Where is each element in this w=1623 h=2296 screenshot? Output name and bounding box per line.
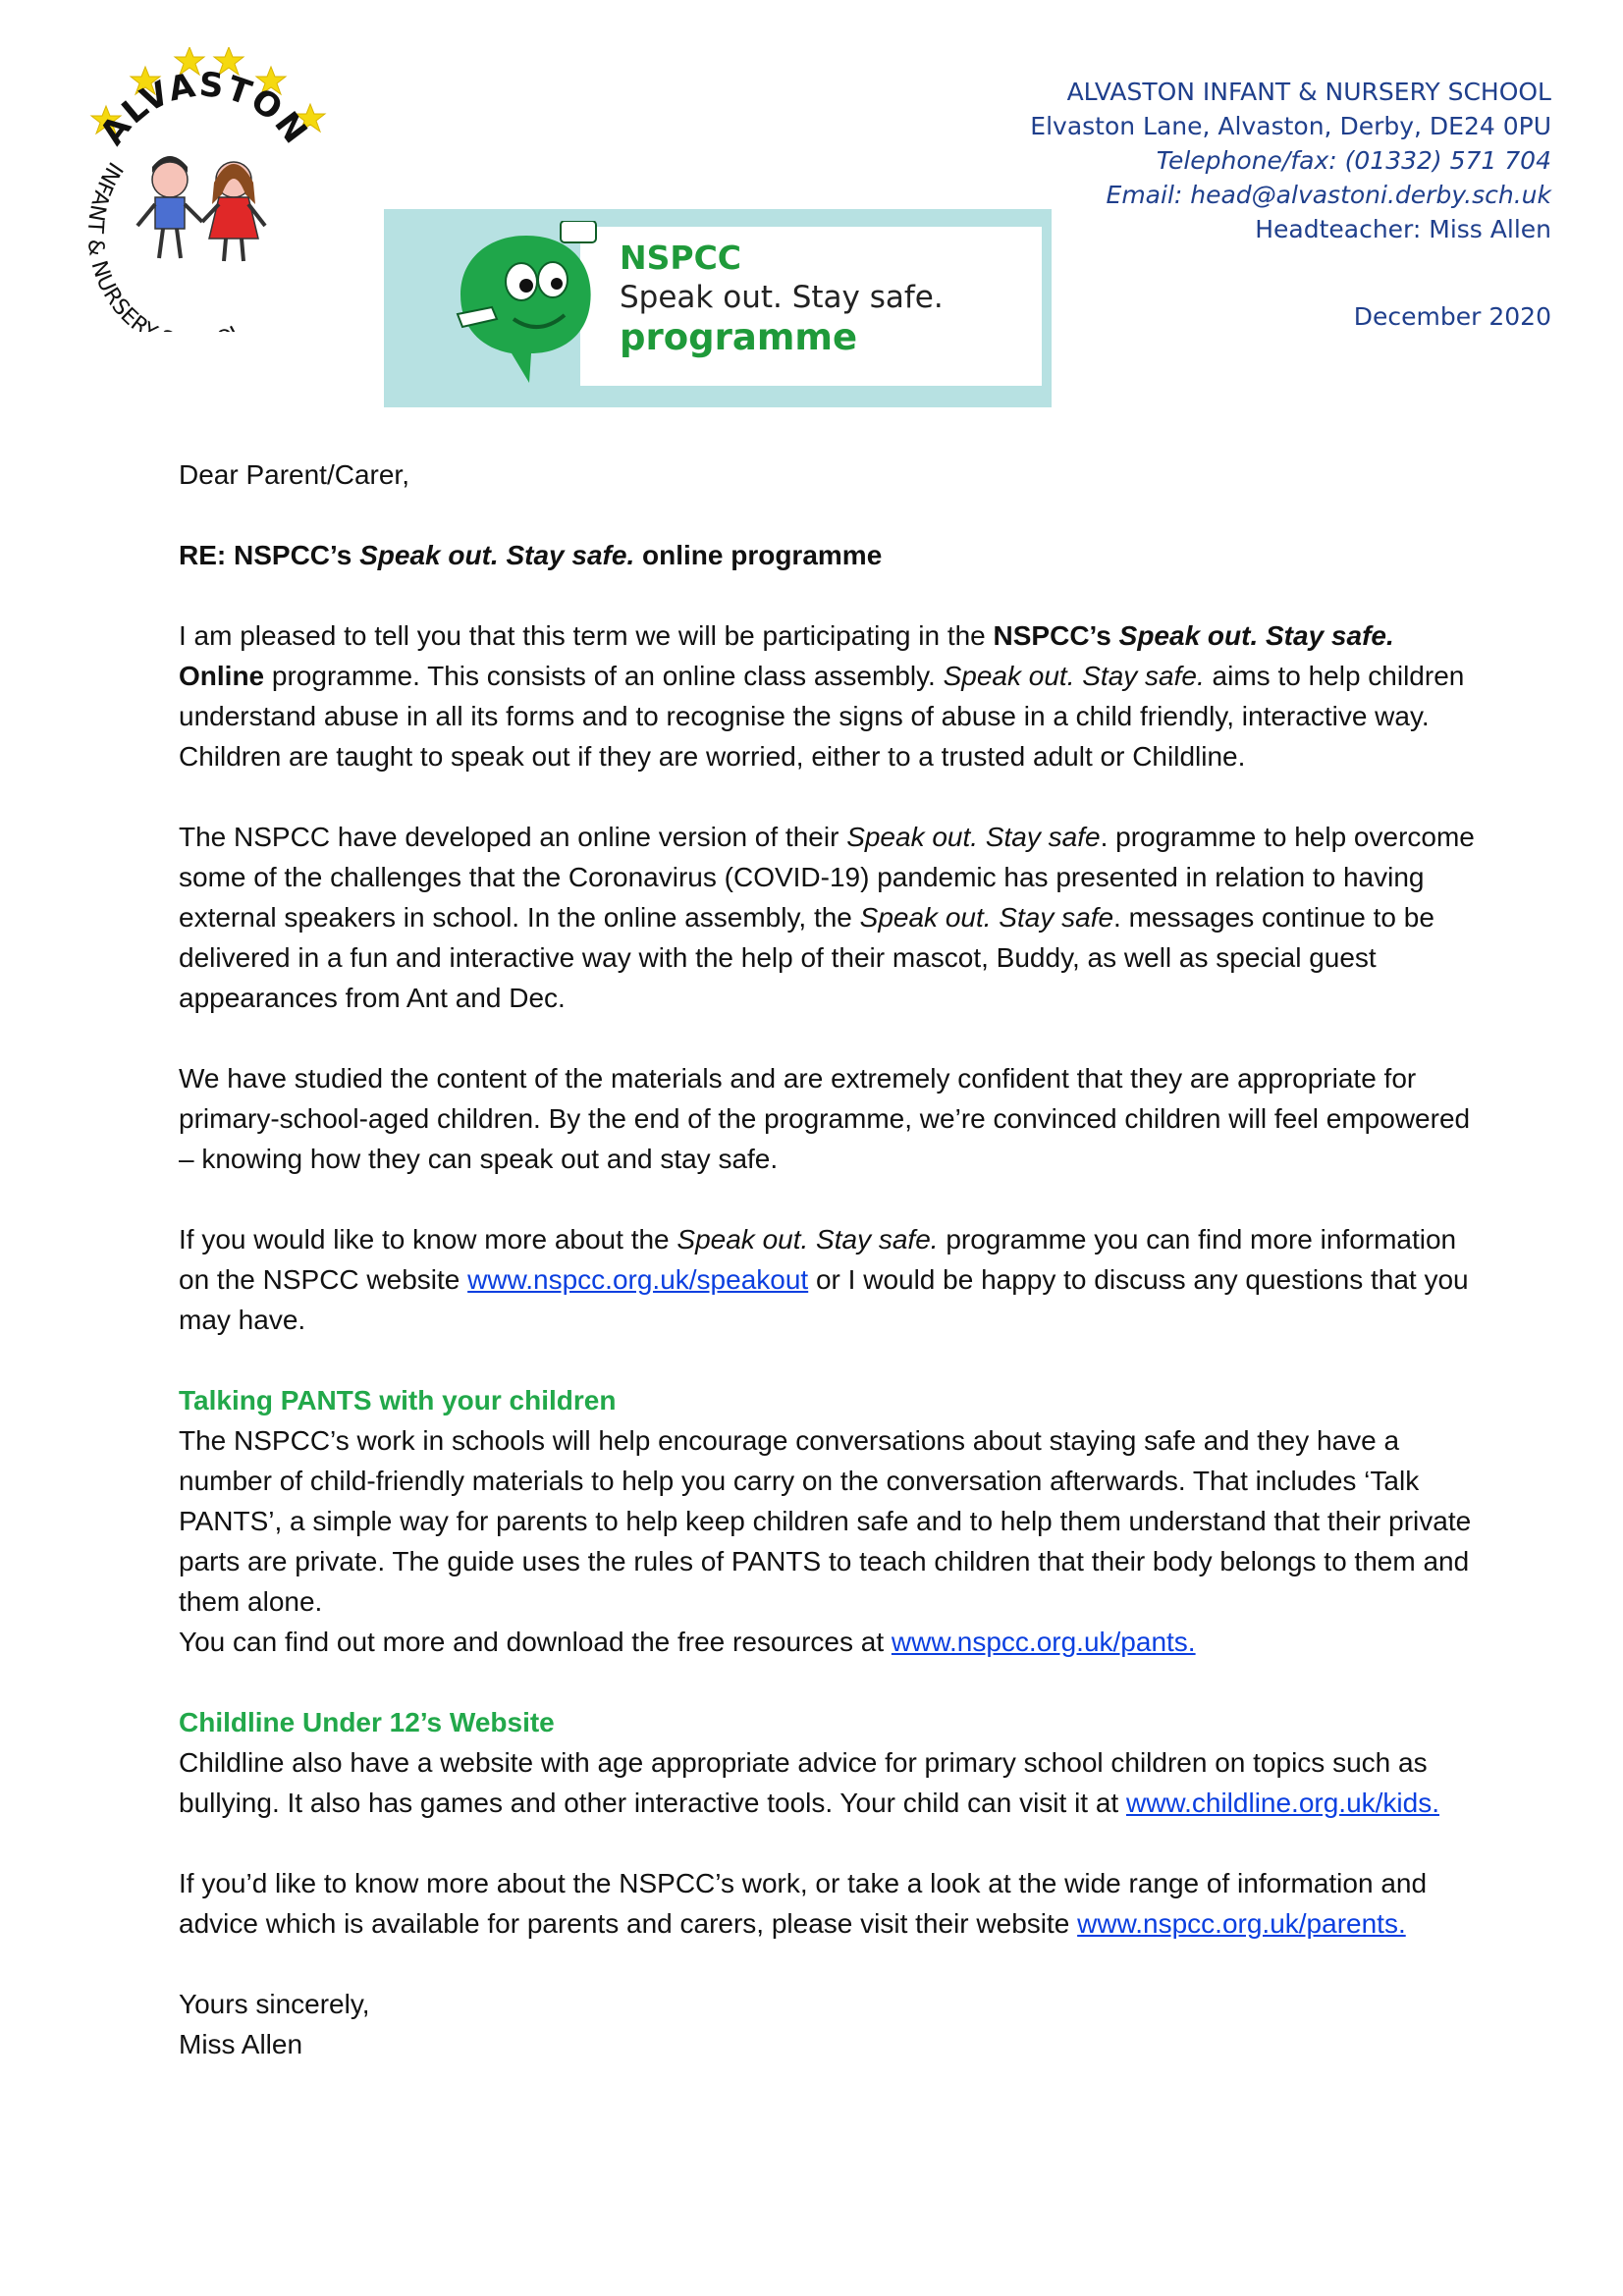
letter-date: December 2020 [1353,302,1551,331]
speakout-link[interactable]: www.nspcc.org.uk/speakout [467,1264,809,1295]
school-address-block [1030,75,1551,246]
childline-heading: Childline Under 12’s Website [179,1707,555,1737]
paragraph-online-version: The NSPCC have developed an online version of their Speak out. Stay safe. programme to help overcome some of the challenges that the Coronavirus (COVID-19) pandemic has presented in relation to having external speakers in school. In the online assembly, the Speak out. Stay safe. messages continue to be delivered in a fun and interactive way with the help of their mascot, Buddy, as well as special guest appearances from Ant and Dec. [179,822,1475,1013]
logo-girl-figure [202,162,265,261]
greeting: Dear Parent/Carer, [179,459,409,490]
pants-more: You can find out more and download the free resources at www.nspcc.org.uk/pants. [179,1627,1196,1657]
pants-text: The NSPCC’s work in schools will help encourage conversations about staying safe and they have a number of child-friendly materials to help you carry on the conversation afterwards. That includes ‘Talk PANTS’, a simple way for parents to help keep children safe and to help them understand that their private parts are private. The guide uses the rules of PANTS to teach children that their body belongs to them and them alone. [179,1425,1472,1617]
school-email: Email: head@alvastoni.derby.sch.uk [1106,181,1551,209]
signoff: Yours sincerely, [179,1989,370,2019]
paragraph-more-info: If you would like to know more about the Speak out. Stay safe. programme you can find more information on the NSPCC website www.nspcc.org.uk/speakout or I would be happy to discuss any questions that you may have. [179,1224,1469,1335]
banner-programme: programme [620,316,858,358]
letter-body [179,454,1475,2064]
parents-link[interactable]: www.nspcc.org.uk/parents. [1077,1908,1406,1939]
childline-text: Childline also have a website with age appropriate advice for primary school children on topics such as bullying. It also has games and other interactive tools. Your child can visit it at www.childline.org.uk/kids. [179,1747,1440,1818]
school-logo [77,47,332,332]
parents-text: If you’d like to know more about the NSPCC’s work, or take a look at the wide range of information and advice which is available for parents and carers, please visit their website www.nspcc.org.uk/parents. [179,1868,1428,1939]
signature: Miss Allen [179,2029,303,2059]
school-headteacher: Headteacher: Miss Allen [1255,215,1551,243]
childline-link[interactable]: www.childline.org.uk/kids. [1125,1788,1440,1818]
nspcc-banner-text [620,239,944,358]
logo-top-text: ALVASTON [92,65,316,153]
banner-brand: NSPCC [620,239,742,277]
school-name: ALVASTON INFANT & NURSERY SCHOOL [1066,78,1551,106]
pants-heading: Talking PANTS with your children [179,1385,617,1415]
banner-slogan: Speak out. Stay safe. [620,280,944,315]
buddy-mascot-icon [453,221,600,388]
school-logo-graphic [77,47,332,332]
paragraph-content-review: We have studied the content of the materials and are extremely confident that they are appropriate for primary-school-aged children. By the end of the programme, we’re convinced children will feel empowered – knowing how they can speak out and stay safe. [179,1063,1471,1174]
re-line: RE: NSPCC’s Speak out. Stay safe. online programme [179,540,883,570]
school-address: Elvaston Lane, Alvaston, Derby, DE24 0PU [1030,112,1551,140]
paragraph-intro: I am pleased to tell you that this term we will be participating in the NSPCC’s Speak out. Stay safe. Online programme. This consists of an online class assembly. Speak out. Stay safe. aims to help children understand abuse in all its forms and to recognise the signs of abuse in a child friendly, interactive way. Children are taught to speak out if they are worried, either to a trusted adult or Childline. [179,620,1465,772]
nspcc-banner [384,209,1052,407]
pants-link[interactable]: www.nspcc.org.uk/pants. [891,1627,1196,1657]
school-telephone: Telephone/fax: (01332) 571 704 [1156,146,1551,175]
logo-boy-figure [137,156,202,258]
logo-ring-text: INFANT & NURSER [81,157,152,332]
